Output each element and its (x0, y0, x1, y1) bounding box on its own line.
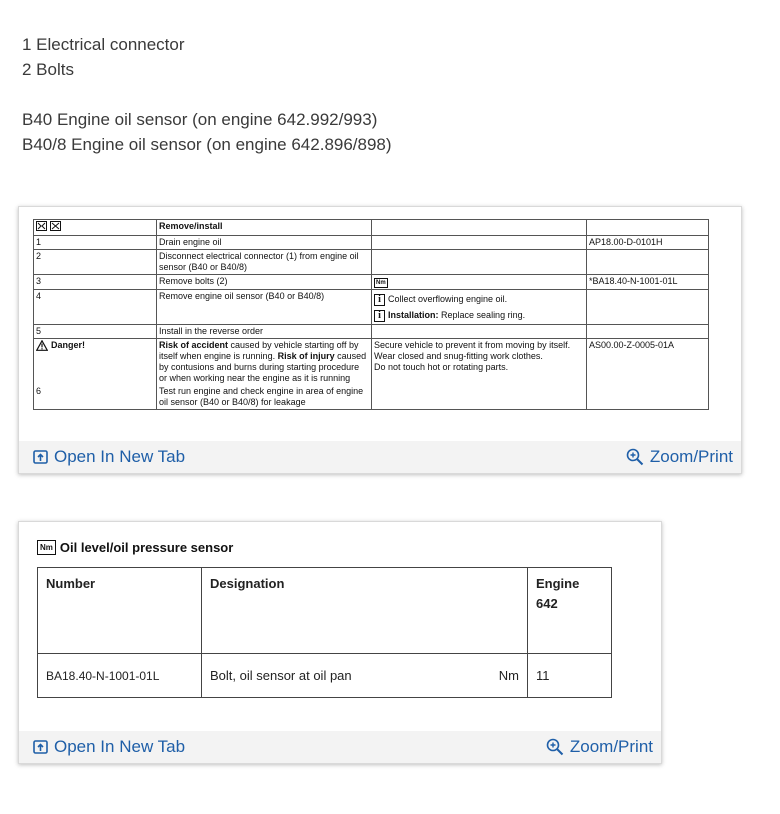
col-header-designation: Designation (202, 568, 528, 654)
table-row: 3 Remove bolts (2) Nm *BA18.40-N-1001-01L (34, 275, 709, 290)
card-footer (19, 731, 661, 763)
col-header-number: Number (38, 568, 202, 654)
new-tab-icon (33, 740, 48, 754)
table-row: 2 Disconnect electrical connector (1) from engine oil sensor (B40 or B40/8) (34, 250, 709, 275)
danger-label: Danger! (51, 340, 86, 350)
torque-icon: Nm (37, 540, 56, 555)
card-footer (19, 441, 741, 473)
cell-unit: Nm (498, 668, 519, 683)
open-in-new-tab-link[interactable]: Open In New Tab (33, 447, 185, 467)
col-header-engine: Engine 642 (528, 568, 612, 654)
info-icon: i (374, 310, 385, 322)
zoom-print-link[interactable]: Zoom/Print (626, 447, 733, 467)
ref-link[interactable]: AS00.00-Z-0005-01A (587, 339, 709, 410)
ref-link[interactable]: AP18.00-D-0101H (587, 236, 709, 250)
table-row: 1 Drain engine oil AP18.00-D-0101H (34, 236, 709, 250)
legend (22, 32, 392, 157)
zoom-in-icon (546, 738, 564, 756)
ref-link[interactable]: *BA18.40-N-1001-01L (587, 275, 709, 290)
warning-icon (36, 340, 48, 351)
legend-item-1: 1 Electrical connector (22, 35, 185, 54)
new-tab-icon (33, 450, 48, 464)
procedure-icons (34, 220, 157, 236)
torque-table (37, 567, 612, 698)
open-in-new-tab-link[interactable]: Open In New Tab (33, 737, 185, 757)
table-row: 5 Install in the reverse order (34, 325, 709, 339)
table-row-danger: Danger! Risk of accident caused by vehicle starting off by itself when engine is running. Risk of injury caused by contusions and burns during starting procedure or when working near the engine as it is running Secure vehicle to prevent it from moving by itself. Wear closed and snug-fitting work clothes. Do not touch hot or rotating parts. AS00.00-Z-0005-01A (34, 339, 709, 386)
info-icon: i (374, 294, 385, 306)
torque-icon: Nm (376, 280, 386, 286)
procedure-header: Remove/install (157, 220, 372, 236)
procedure-table (33, 219, 709, 410)
legend-item-2: 2 Bolts (22, 60, 74, 79)
procedure-card (18, 206, 742, 474)
table-row (38, 654, 612, 698)
cell-value: 11 (528, 654, 612, 698)
torque-card (18, 521, 662, 764)
legend-sensor-b40-8: B40/8 Engine oil sensor (on engine 642.896/898) (22, 135, 392, 154)
cell-number: BA18.40-N-1001-01L (38, 654, 202, 698)
zoom-in-icon (626, 448, 644, 466)
table-row: 4 Remove engine oil sensor (B40 or B40/8) i Collect overflowing engine oil. i Installation: Replace sealing ring. (34, 290, 709, 325)
zoom-print-link[interactable]: Zoom/Print (546, 737, 653, 757)
cell-designation: Bolt, oil sensor at oil pan Nm (202, 654, 528, 698)
legend-sensor-b40: B40 Engine oil sensor (on engine 642.992/993) (22, 110, 378, 129)
expand-collapse-icon (36, 221, 62, 231)
table-row: 6 Test run engine and check engine in area of engine oil sensor (B40 or B40/8) for leakage (34, 385, 709, 410)
torque-title: Nm Oil level/oil pressure sensor (37, 540, 233, 555)
